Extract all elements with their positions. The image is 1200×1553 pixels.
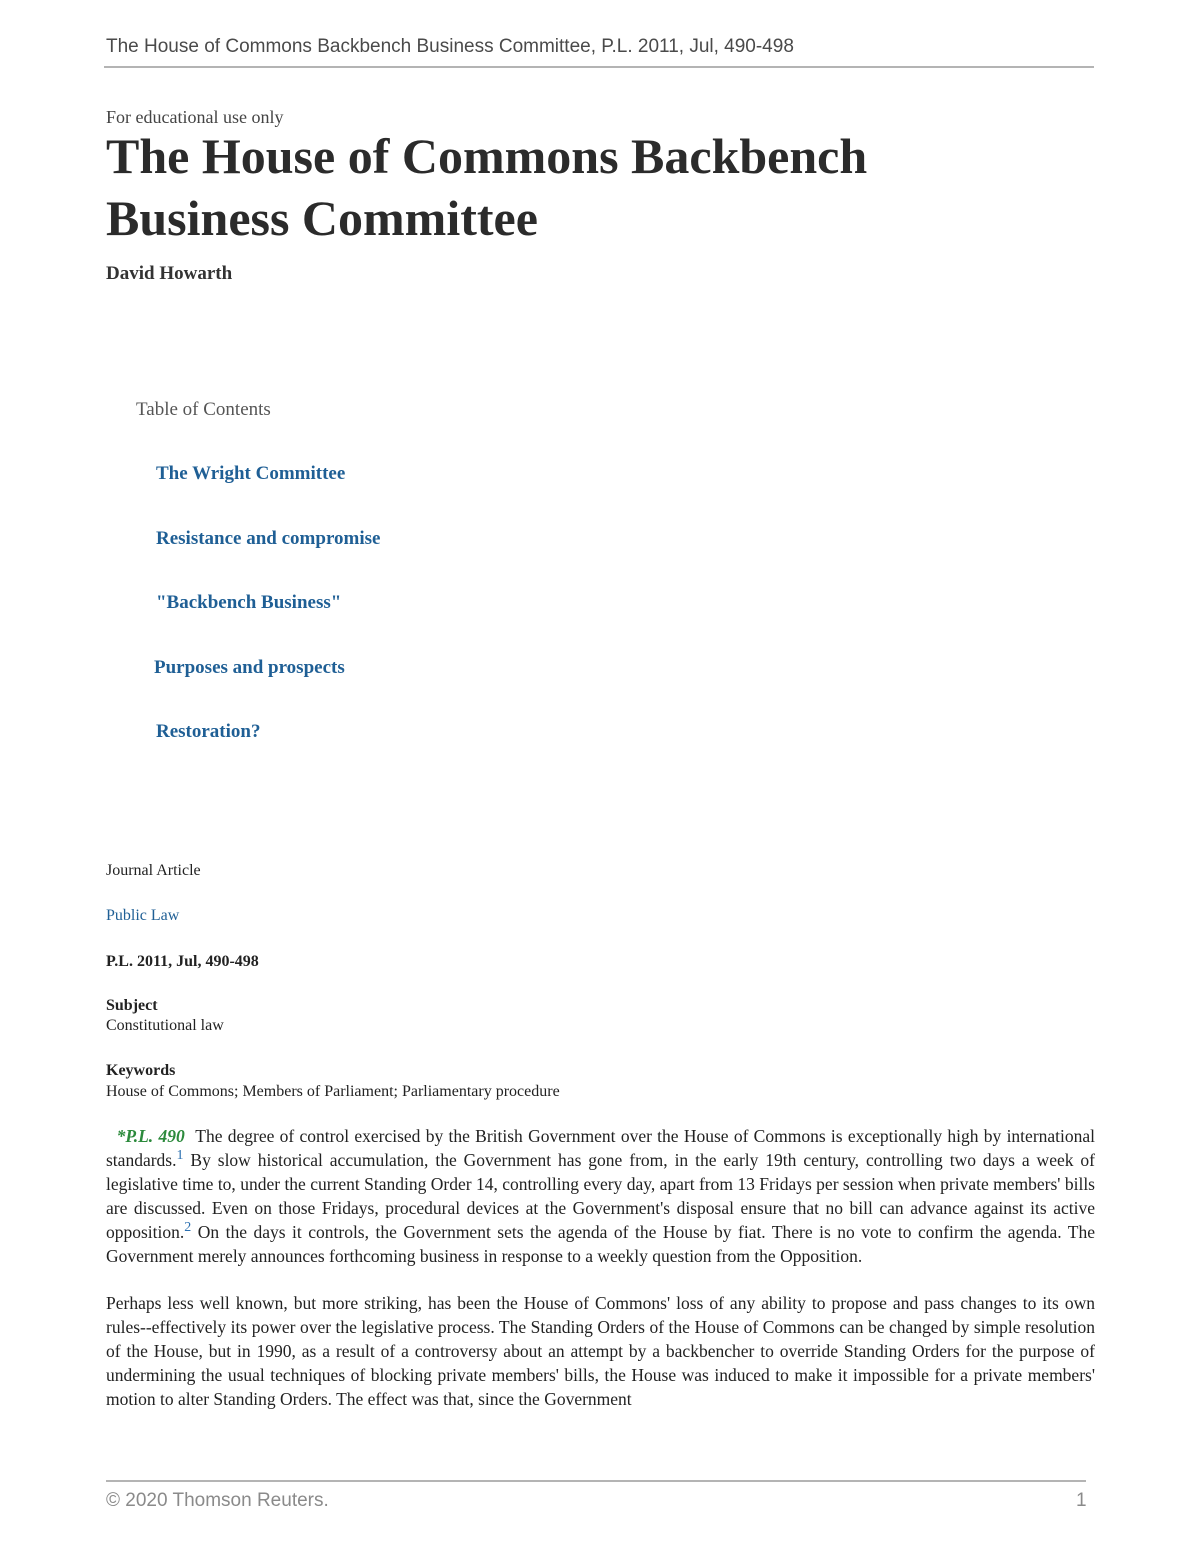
subject-value: Constitutional law bbox=[106, 1017, 224, 1034]
toc-heading: Table of Contents bbox=[136, 399, 271, 420]
document-type: Journal Article bbox=[106, 862, 201, 879]
footer-divider bbox=[106, 1480, 1086, 1482]
toc-link-resistance-and-compromise[interactable]: Resistance and compromise bbox=[156, 528, 381, 549]
footnote-2-link[interactable]: 2 bbox=[184, 1220, 192, 1236]
paragraph-1-text-a: The degree of control exercised by the British Government over the House of Commons is exceptionally high by international standards. bbox=[106, 1126, 1096, 1170]
copyright-notice: © 2020 Thomson Reuters. bbox=[106, 1490, 329, 1511]
toc-link-restoration[interactable]: Restoration? bbox=[156, 721, 261, 742]
document-title-line-2: Business Committee bbox=[106, 190, 538, 246]
article-paragraph-2: Perhaps less well known, but more striking, has been the House of Commons' loss of any ability to propose and pass changes to its own rules--effectively its power over the legislative process. The Standing Orders of the House of Commons can be changed by simple resolution of the House, but in 1990, as a result of a controversy about an attempt by a backbencher to override Standing Orders for the purpose of undermining the usual techniques of blocking private members' bills, the House was induced to make it impossible for a private members' motion to alter Standing Orders. The effect was that, since the Government bbox=[106, 1293, 1095, 1409]
subject-label: Subject bbox=[106, 997, 158, 1014]
header-divider bbox=[104, 66, 1094, 68]
running-header: The House of Commons Backbench Business Committee, P.L. 2011, Jul, 490-498 bbox=[106, 36, 794, 57]
document-title-line-1: The House of Commons Backbench bbox=[106, 128, 868, 184]
keywords-label: Keywords bbox=[106, 1062, 176, 1079]
toc-link-backbench-business[interactable]: "Backbench Business" bbox=[156, 592, 342, 613]
author-name: David Howarth bbox=[106, 263, 233, 284]
paragraph-1-text-b: By slow historical accumulation, the Government has gone from, in the early 19th century, controlling two days a week of legislative time to, under the current Standing Order 14, controlling every day, apart from 13 Fridays per session when private members' bills are discussed. Even on those Fridays, procedural devices at the Government's disposal ensure that no bill can advance against its active opposition. bbox=[106, 1150, 1095, 1242]
publication-link[interactable]: Public Law bbox=[106, 907, 180, 924]
educational-use-note: For educational use only bbox=[106, 107, 284, 127]
article-body bbox=[106, 1124, 1095, 1434]
article-paragraph-1 bbox=[106, 1124, 1095, 1268]
footnote-1-link[interactable]: 1 bbox=[176, 1148, 184, 1164]
keywords-value: House of Commons; Members of Parliament; Parliamentary procedure bbox=[106, 1083, 560, 1100]
toc-link-wright-committee[interactable]: The Wright Committee bbox=[156, 463, 346, 484]
toc-link-purposes-and-prospects[interactable]: Purposes and prospects bbox=[154, 657, 345, 678]
page-reference: *P.L. 490 bbox=[116, 1126, 185, 1146]
citation: P.L. 2011, Jul, 490-498 bbox=[106, 953, 259, 970]
page-number: 1 bbox=[1076, 1490, 1087, 1511]
document-title bbox=[106, 125, 966, 249]
paragraph-1-text-c: On the days it controls, the Government sets the agenda of the House by fiat. There is no vote to confirm the agenda. The Government merely announces forthcoming business in response to a weekly question from the Opposition. bbox=[106, 1222, 1095, 1266]
